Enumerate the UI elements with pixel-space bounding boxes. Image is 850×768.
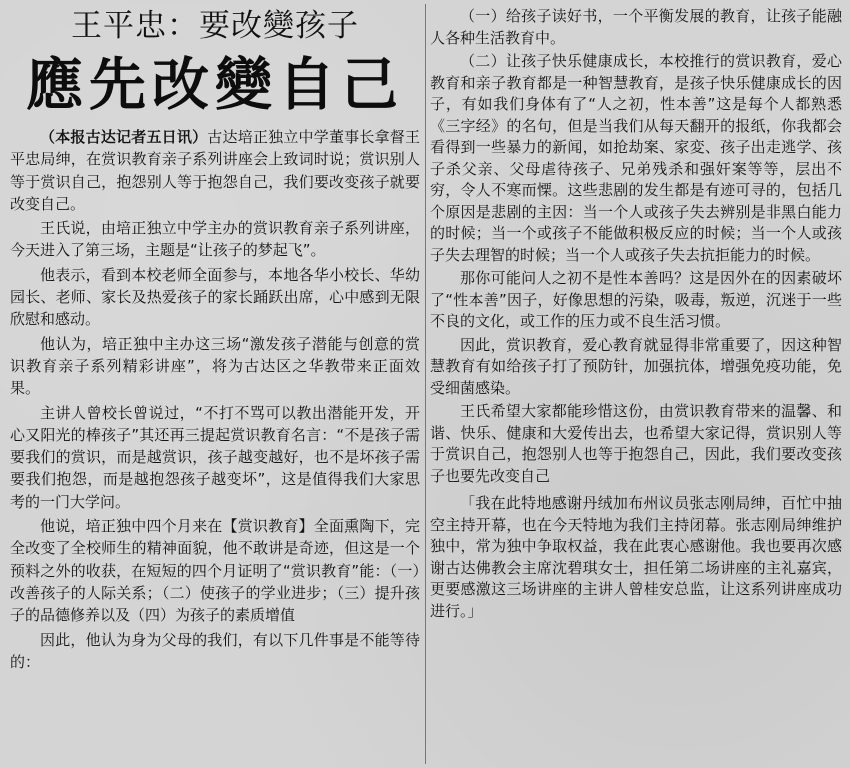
quote-paragraph: 「我在此特地感谢丹绒加布州议员张志刚局绅，百忙中抽空主持开幕，也在今天特地为我们主持闭幕。张志刚局绅维护独中，常为独中争取权益，我在此衷心感谢他。我也要再次感谢古达佛教会主席沈碧琪女士，担任第二场讲座的主礼嘉宾，更要感激这三场讲座的主讲人曾桂安总监，让这系列讲座成功进行。」 [430, 494, 842, 620]
article-paragraph: 他说，培正独中四个月来在【赏识教育】全面熏陶下，完全改变了全校师生的精神面貌，他不敢讲是奇迹，但这是一个预料之外的收获，在短短的四个月证明了“赏识教育”能：（一）改善孩子的人际关系；（二）使孩子的学业进步；（三）提升孩子的品德修养以及（四）为孩子的素质增值 [10, 517, 420, 625]
paragraph-text: 古达培正独立中学董事长拿督王平忠局绅，在赏识教育亲子系列讲座会上致词时说；赏识别人等于赏识自己，抱怨别人等于抱怨自己，我们要改变孩子就要改变自己。 [10, 128, 420, 213]
article-paragraph: 那你可能问人之初不是性本善吗？这是因外在的因素破坏了“性本善”因子，好像思想的污染，吸毒，叛逆，沉迷于一些不良的文化，或工作的压力或不良生活习惯。 [430, 269, 842, 330]
article-paragraph: 他认为，培正独中主办这三场“激发孩子潜能与创意的赏识教育亲子系列精彩讲座”，将为古达区之华教带来正面效果。 [10, 334, 420, 398]
article-paragraph: （一）给孩子读好书，一个平衡发展的教育，让孩子能融人各种生活教育中。 [430, 7, 842, 47]
article-paragraph: 主讲人曾校长曾说过，“不打不骂可以教出潜能开发，开心又阳光的棒孩子”其还再三提起赏识教育名言：“不是孩子需要我们的赏识，而是越赏识，孩子越变越好，也不是坏孩子需要我们抱怨，而是越抱怨孩子越变坏”，这是值得我们大家思考的一门大学问。 [10, 403, 420, 511]
article-paragraph: 王氏希望大家都能珍惜这份，由赏识教育带来的温馨、和谐、快乐、健康和大爱传出去，也希望大家记得，赏识别人等于赏识自己，抱怨别人也等于抱怨自己，因此，我们要改变孩子也要先改变自己 [430, 402, 842, 485]
left-column [10, 6, 420, 764]
article-paragraph [10, 126, 420, 215]
article-paragraph: （二）让孩子快乐健康成长，本校推行的赏识教育，爱心教育和亲子教育都是一种智慧教育，是孩子快乐健康成长的因子，有如我们身体有了“人之初，性本善”这是每个人都熟悉《三字经》的名句，但是当我们从每天翻开的报纸，你我都会看得到一些暴力的新闻，如抢劫案、家変、孩子出走逃学、孩子杀父亲、父母虐待孩子、兄弟残杀和强奸案等等，层出不穷，令人不寒而慄。这些悲剧的发生都是有迹可寻的，包括几个原因是悲剧的主因：当一个人或孩子失去辨别是非黑白能力的时候；当一个或孩子不能做积极反应的时候；当一个人或孩子失去理智的时候；当一个人或孩子失去抗拒能力的时候。 [430, 52, 842, 264]
article-paragraph: 王氏说，由培正独立中学主办的赏识教育亲子系列讲座，今天进入了第三场，主题是“让孩子的梦起飞”。 [10, 219, 420, 260]
byline: （本报古达记者五日讯） [40, 128, 208, 146]
right-column [430, 6, 842, 764]
article-paragraph: 因此，赏识教育，爱心教育就显得非常重要了，因这种智慧教育有如给孩子打了预防针，加强抗体，增强免疫功能，免受细菌感染。 [430, 335, 842, 397]
kicker-headline: 王平忠：要改變孩子 [71, 8, 359, 44]
article-paragraph: 因此，他认为身为父母的我们，有以下几件事是不能等待的： [10, 630, 420, 671]
column-divider [425, 4, 426, 764]
article-paragraph: 他表示，看到本校老师全面参与，本地各华小校长、华幼园长、老师、家长及热爱孩子的家长踊跃出席，心中感到无限欣慰和感动。 [10, 265, 420, 329]
main-headline: 應先改變自己 [26, 52, 404, 118]
